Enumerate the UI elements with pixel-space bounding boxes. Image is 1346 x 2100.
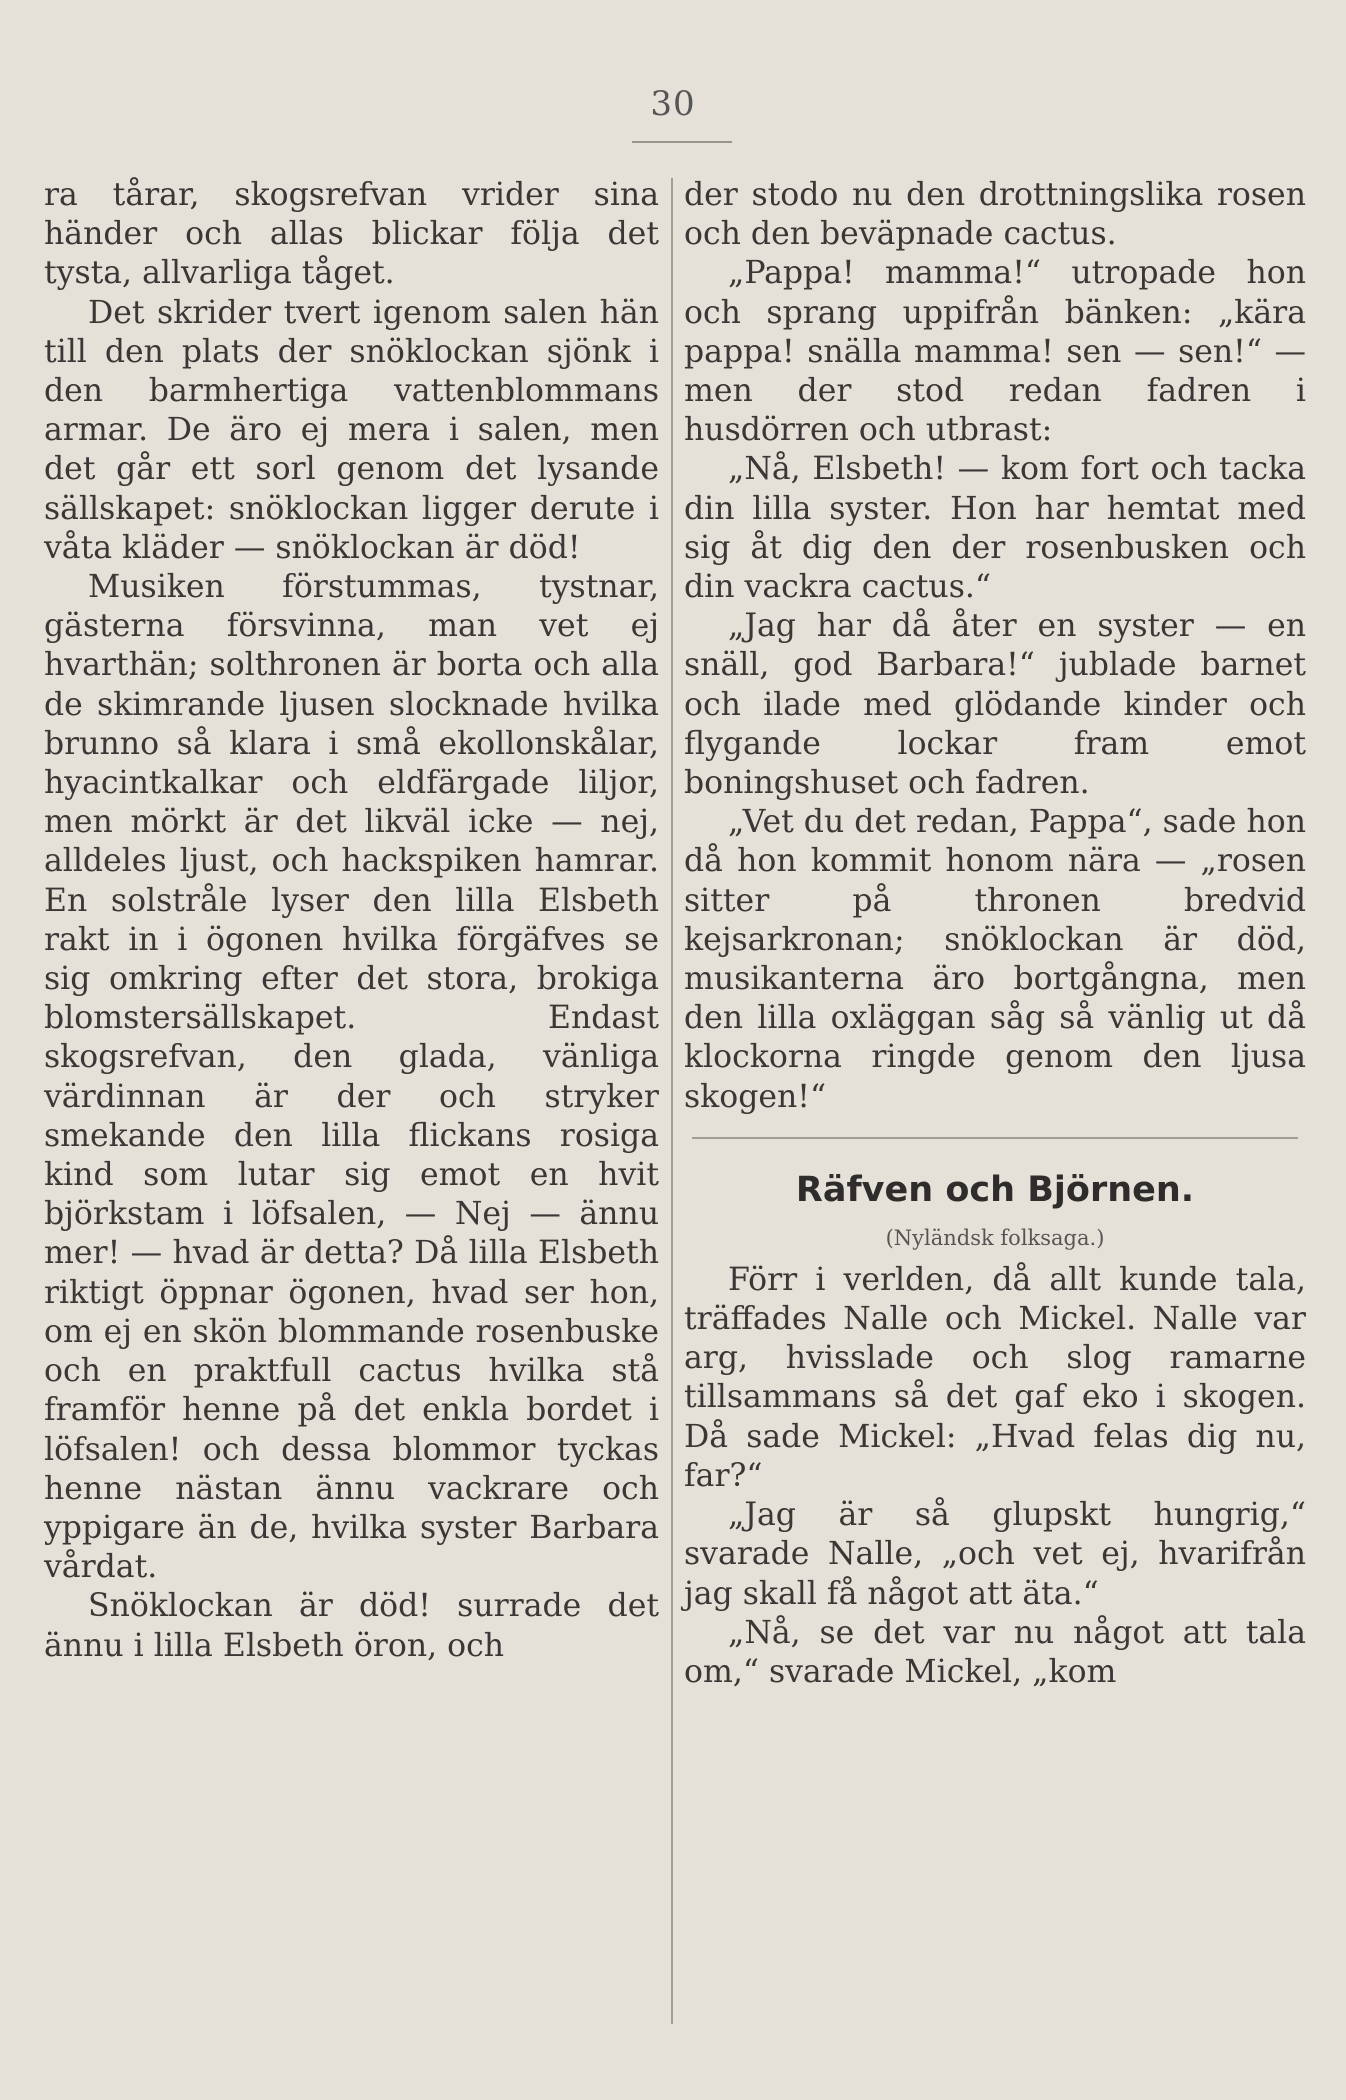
paragraph: ra tårar, skogsrefvan vrider sina händer och allas blickar följa det tysta, allvarliga tåget. [44, 177, 659, 292]
paragraph: Det skrider tvert igenom salen hän till den plats der snöklockan sjönk i den barmhertiga vattenblommans armar. De äro ej mera i salen, men det går ett sorl genom det lysande sällskapet: snöklockan ligger derute i våta kläder — snöklockan är död! [44, 294, 659, 566]
story-title: Räfven och Björnen. [795, 1169, 1195, 1210]
section-divider [692, 1137, 1298, 1139]
paragraph: „Vet du det redan, Pappa“, sade hon då hon kommit honom nära — „rosen sitter på thronen bredvid kejsarkronan; snöklockan är död, musikanterna äro bortgångna, men den lilla oxläggan såg så vänlig ut då klockorna ringde genom den ljusa skogen!“ [684, 804, 1306, 1115]
paragraph: „Nå, se det var nu något att tala om,“ svarade Mickel, „kom [684, 1614, 1306, 1690]
paragraph: Musiken förstummas, tystnar, gästerna försvinna, man vet ej hvarthän; solthronen är borta och alla de skimrande ljusen slocknade hvilka brunno så klara i små ekollonskålar, hyacintkalkar och eldfärgade liljor, men mörkt är det likväl icke — nej, alldeles ljust, och hackspiken hamrar. En solstråle lyser den lilla Elsbeth rakt in i ögonen hvilka förgäfves se sig omkring efter det stora, brokiga blomstersällskapet. Endast skogsrefvan, den glada, vänliga värdinnan är der och stryker smekande den lilla flickans rosiga kind som lutar sig emot en hvit björkstam i löfsalen, — Nej — ännu mer! — hvad är detta? Då lilla Elsbeth riktigt öppnar ögonen, hvad ser hon, om ej en skön blommande rosenbuske och en praktfull cactus hvilka stå framför henne på det enkla bordet i löfsalen! och dessa blommor tyckas henne nästan ännu vackrare och yppigare än de, hvilka syster Barbara vårdat. [44, 569, 659, 1586]
page-number: 30 [650, 84, 696, 124]
paragraph: „Jag har då åter en syster — en snäll, god Barbara!“ jublade barnet och ilade med glödande kinder och flygande lockar fram emot boningshuset och fadren. [684, 608, 1306, 802]
paragraph: „Nå, Elsbeth! — kom fort och tacka din lilla syster. Hon har hemtat med sig åt dig den der rosenbusken och din vackra cactus.“ [684, 451, 1306, 606]
paragraph: der stodo nu den drottningslika rosen och den beväpnade cactus. [684, 177, 1306, 253]
paragraph: „Jag är så glupskt hungrig,“ svarade Nalle, „och vet ej, hvarifrån jag skall få något att äta.“ [684, 1497, 1306, 1612]
paragraph: „Pappa! mamma!“ utropade hon och sprang uppifrån bänken: „kära pappa! snälla mamma! sen — sen!“ — men der stod redan fadren i husdörren och utbrast: [684, 255, 1306, 449]
left-column [44, 176, 659, 1666]
header-rule [632, 141, 732, 143]
story-subtitle: (Nyländsk folksaga.) [885, 1225, 1105, 1250]
right-column [684, 176, 1306, 1692]
column-divider [671, 178, 673, 2024]
paragraph: Snöklockan är död! surrade det ännu i lilla Elsbeth öron, och [44, 1588, 659, 1664]
paragraph: Förr i verlden, då allt kunde tala, träffades Nalle och Mickel. Nalle var arg, hvisslade och slog ramarne tillsammans så det gaf eko i skogen. Då sade Mickel: „Hvad felas dig nu, far?“ [684, 1261, 1306, 1494]
